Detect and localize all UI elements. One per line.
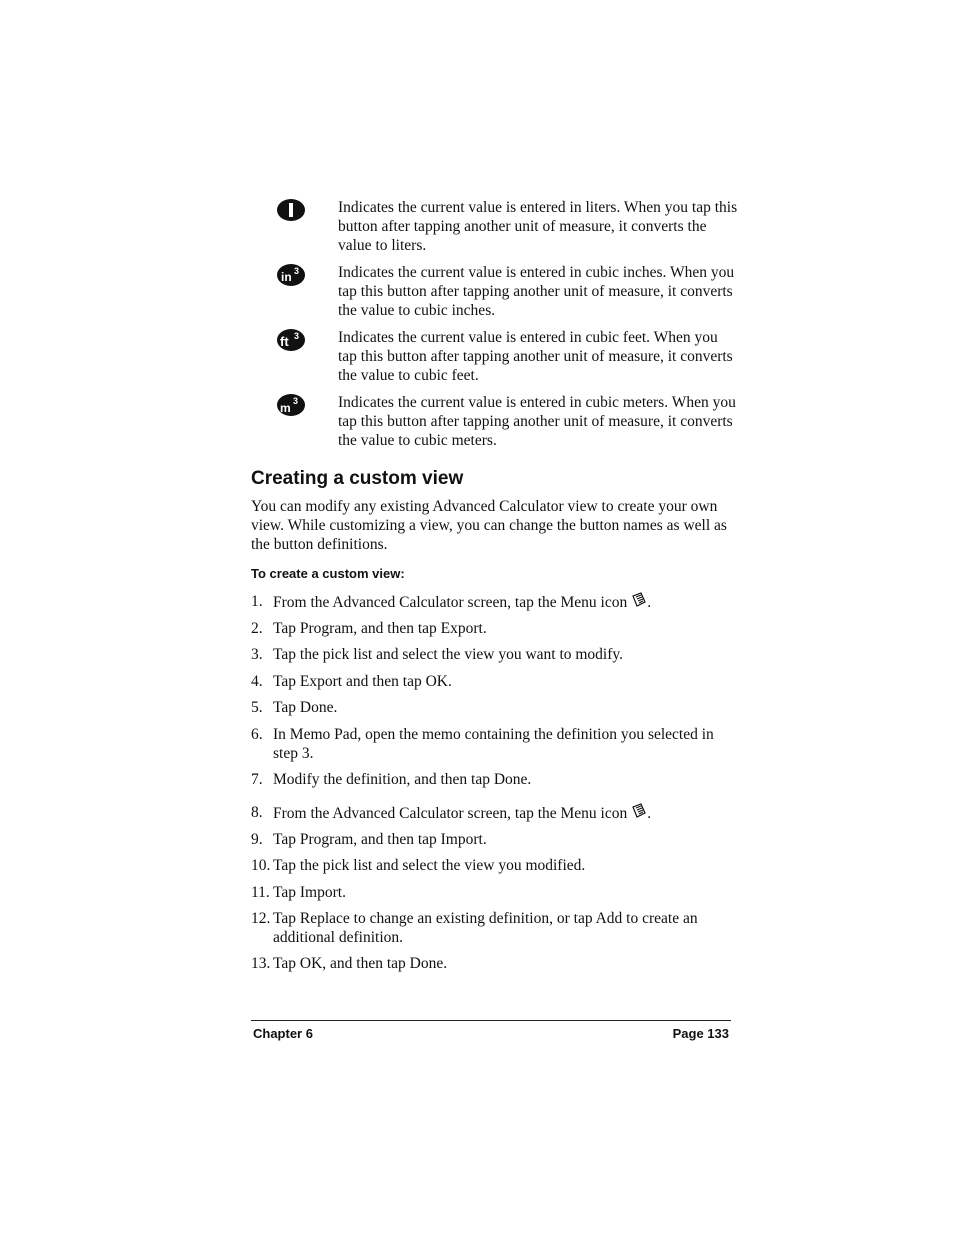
unit-description: Indicates the current value is entered in cubic inches. When you tap this button after tapping another unit of measure, it converts the value to cubic inches. [338,264,735,319]
step-number: 9. [251,831,263,848]
svg-text:3: 3 [294,266,300,276]
step-number: 7. [251,771,263,788]
step-number: 4. [251,673,263,690]
svg-text:in: in [281,270,292,284]
step-suffix: . [647,594,652,611]
step-suffix: . [647,805,652,822]
step-number: 2. [251,620,263,637]
svg-text:m: m [280,401,291,415]
step-text: Tap the pick list and select the view you modified. [273,857,586,874]
menu-icon [631,803,647,819]
step-number: 13. [251,955,271,972]
cubic-inches-icon [276,263,306,287]
step-text: Tap Export and then tap OK. [273,673,452,690]
svg-text:ft: ft [280,334,289,349]
step-text [273,592,733,612]
unit-description: Indicates the current value is entered in liters. When you tap this button after tapping another unit of measure, it converts the value to liters. [338,199,738,254]
step-text [273,803,733,823]
svg-text:3: 3 [293,396,299,406]
step-number: 8. [251,804,263,821]
step-number: 5. [251,699,263,716]
footer-rule [251,1020,731,1021]
menu-icon [631,592,647,608]
step-number: 3. [251,646,263,663]
step-text: Tap OK, and then tap Done. [273,955,448,972]
step-text-body: From the Advanced Calculator screen, tap the Menu icon [273,594,628,611]
step-text: Tap Program, and then tap Export. [273,620,487,637]
liters-icon [276,198,306,222]
step-number: 11. [251,884,270,901]
step-text: Tap Done. [273,699,338,716]
step-text-body: From the Advanced Calculator screen, tap the Menu icon [273,805,628,822]
unit-description: Indicates the current value is entered in cubic feet. When you tap this button after tapping another unit of measure, it converts the value to cubic feet. [338,329,733,384]
step-number: 10. [251,857,271,874]
footer-chapter: Chapter 6 [253,1026,313,1041]
step-number: 1. [251,593,263,610]
procedure-heading: To create a custom view: [251,566,405,581]
step-text: Tap Replace to change an existing definition, or tap Add to create an additional definition. [273,910,698,946]
footer-page-number: Page 133 [672,1026,729,1041]
section-heading: Creating a custom view [251,468,464,489]
cubic-meters-icon [276,393,306,417]
svg-text:3: 3 [294,331,300,341]
cubic-feet-icon [276,328,306,352]
step-text: In Memo Pad, open the memo containing the definition you selected in step 3. [273,726,714,762]
step-text: Modify the definition, and then tap Done. [273,771,532,788]
section-intro: You can modify any existing Advanced Calculator view to create your own view. While customizing a view, you can change the button names as well as the button definitions. [251,498,727,553]
step-text: Tap the pick list and select the view you want to modify. [273,646,624,663]
unit-description: Indicates the current value is entered in cubic meters. When you tap this button after tapping another unit of measure, it converts the value to cubic meters. [338,394,736,449]
step-text: Tap Program, and then tap Import. [273,831,487,848]
step-number: 6. [251,726,263,743]
step-number: 12. [251,910,271,927]
step-text: Tap Import. [273,884,346,901]
